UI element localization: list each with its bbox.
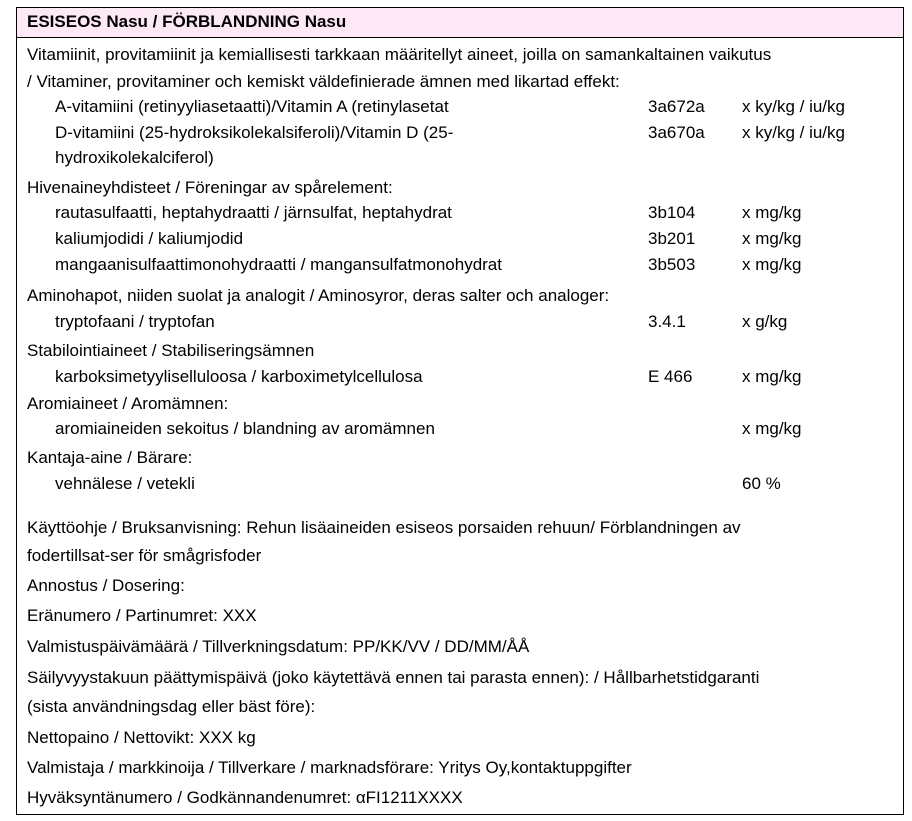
page-title: ESISEOS Nasu / FÖRBLANDNING Nasu <box>27 12 347 31</box>
trace-item-unit: x mg/kg <box>742 203 802 222</box>
vitamin-a-code: 3a672a <box>648 97 705 116</box>
vitamin-d-unit: x ky/kg / iu/kg <box>742 123 845 142</box>
stab-heading: Stabilointiaineet / Stabiliseringsämnen <box>27 341 315 360</box>
carrier-item-name: vehnälese / vetekli <box>55 474 195 493</box>
aroma-item-unit: x mg/kg <box>742 419 802 438</box>
trace-item-name: mangaanisulfaattimonohydraatti / mangansulfatmonohydrat <box>55 255 502 274</box>
trace-item-unit: x mg/kg <box>742 229 802 248</box>
trace-item-code: 3b201 <box>648 229 696 248</box>
trace-item-name: kaliumjodidi / kaliumjodid <box>55 229 244 248</box>
vitamin-a-unit: x ky/kg / iu/kg <box>742 97 845 116</box>
label-frame <box>16 7 904 815</box>
vitamin-d-name: D-vitamiini (25-hydroksikolekalsiferoli)/Vitamin D (25- <box>55 123 454 142</box>
title-bar <box>17 8 903 38</box>
best-before-cont: (sista användningsdag eller bäst före): <box>27 697 316 716</box>
usage-instructions-cont: fodertillsat-ser för smågrisfoder <box>27 546 262 565</box>
aroma-item-name: aromiaineiden sekoitus / blandning av aromämnen <box>55 419 435 438</box>
best-before: Säilyvyystakuun päättymispäivä (joko käytettävä ennen tai parasta ennen): / Hållbarhetstidgaranti <box>27 668 760 687</box>
manufacturing-date: Valmistuspäivämäärä / Tillverkningsdatum: PP/KK/VV / DD/MM/ÅÅ <box>27 637 530 656</box>
usage-instructions: Käyttöohje / Bruksanvisning: Rehun lisäaineiden esiseos porsaiden rehuun/ Förblandningen av <box>27 518 741 537</box>
carrier-heading: Kantaja-aine / Bärare: <box>27 448 193 467</box>
vitamins-heading-cont: / Vitaminer, provitaminer och kemiskt väldefinierade ämnen med likartad effekt: <box>27 72 620 91</box>
batch-number: Eränumero / Partinumret: XXX <box>27 606 257 625</box>
carrier-item-unit: 60 % <box>742 474 781 493</box>
trace-item-code: 3b503 <box>648 255 696 274</box>
net-weight: Nettopaino / Nettovikt: XXX kg <box>27 728 256 747</box>
dosage: Annostus / Dosering: <box>27 576 185 595</box>
amino-heading: Aminohapot, niiden suolat ja analogit / Aminosyror, deras salter och analoger: <box>27 286 610 305</box>
stab-item-code: E 466 <box>648 367 693 386</box>
stab-item-name: karboksimetyyliselluloosa / karboximetylcellulosa <box>55 367 423 386</box>
stab-item-unit: x mg/kg <box>742 367 802 386</box>
amino-item-unit: x g/kg <box>742 312 788 331</box>
vitamin-a-name: A-vitamiini (retinyyliasetaatti)/Vitamin A (retinylasetat <box>55 97 449 116</box>
approval-number: Hyväksyntänumero / Godkännandenumret: αFI1211XXXX <box>27 788 463 807</box>
trace-heading: Hivenaineyhdisteet / Föreningar av spårelement: <box>27 178 393 197</box>
amino-item-code: 3.4.1 <box>648 312 686 331</box>
vitamin-d-code: 3a670a <box>648 123 705 142</box>
vitamins-heading: Vitamiinit, provitamiinit ja kemiallisesti tarkkaan määritellyt aineet, joilla on samankaltainen vaikutus <box>27 45 772 64</box>
manufacturer: Valmistaja / markkinoija / Tillverkare / marknadsförare: Yritys Oy,kontaktuppgifter <box>27 758 632 777</box>
vitamin-d-name-cont: hydroxikolekalciferol) <box>55 148 214 167</box>
trace-item-name: rautasulfaatti, heptahydraatti / järnsulfat, heptahydrat <box>55 203 452 222</box>
aroma-heading: Aromiaineet / Aromämnen: <box>27 394 229 413</box>
amino-item-name: tryptofaani / tryptofan <box>55 312 215 331</box>
trace-item-code: 3b104 <box>648 203 696 222</box>
trace-item-unit: x mg/kg <box>742 255 802 274</box>
